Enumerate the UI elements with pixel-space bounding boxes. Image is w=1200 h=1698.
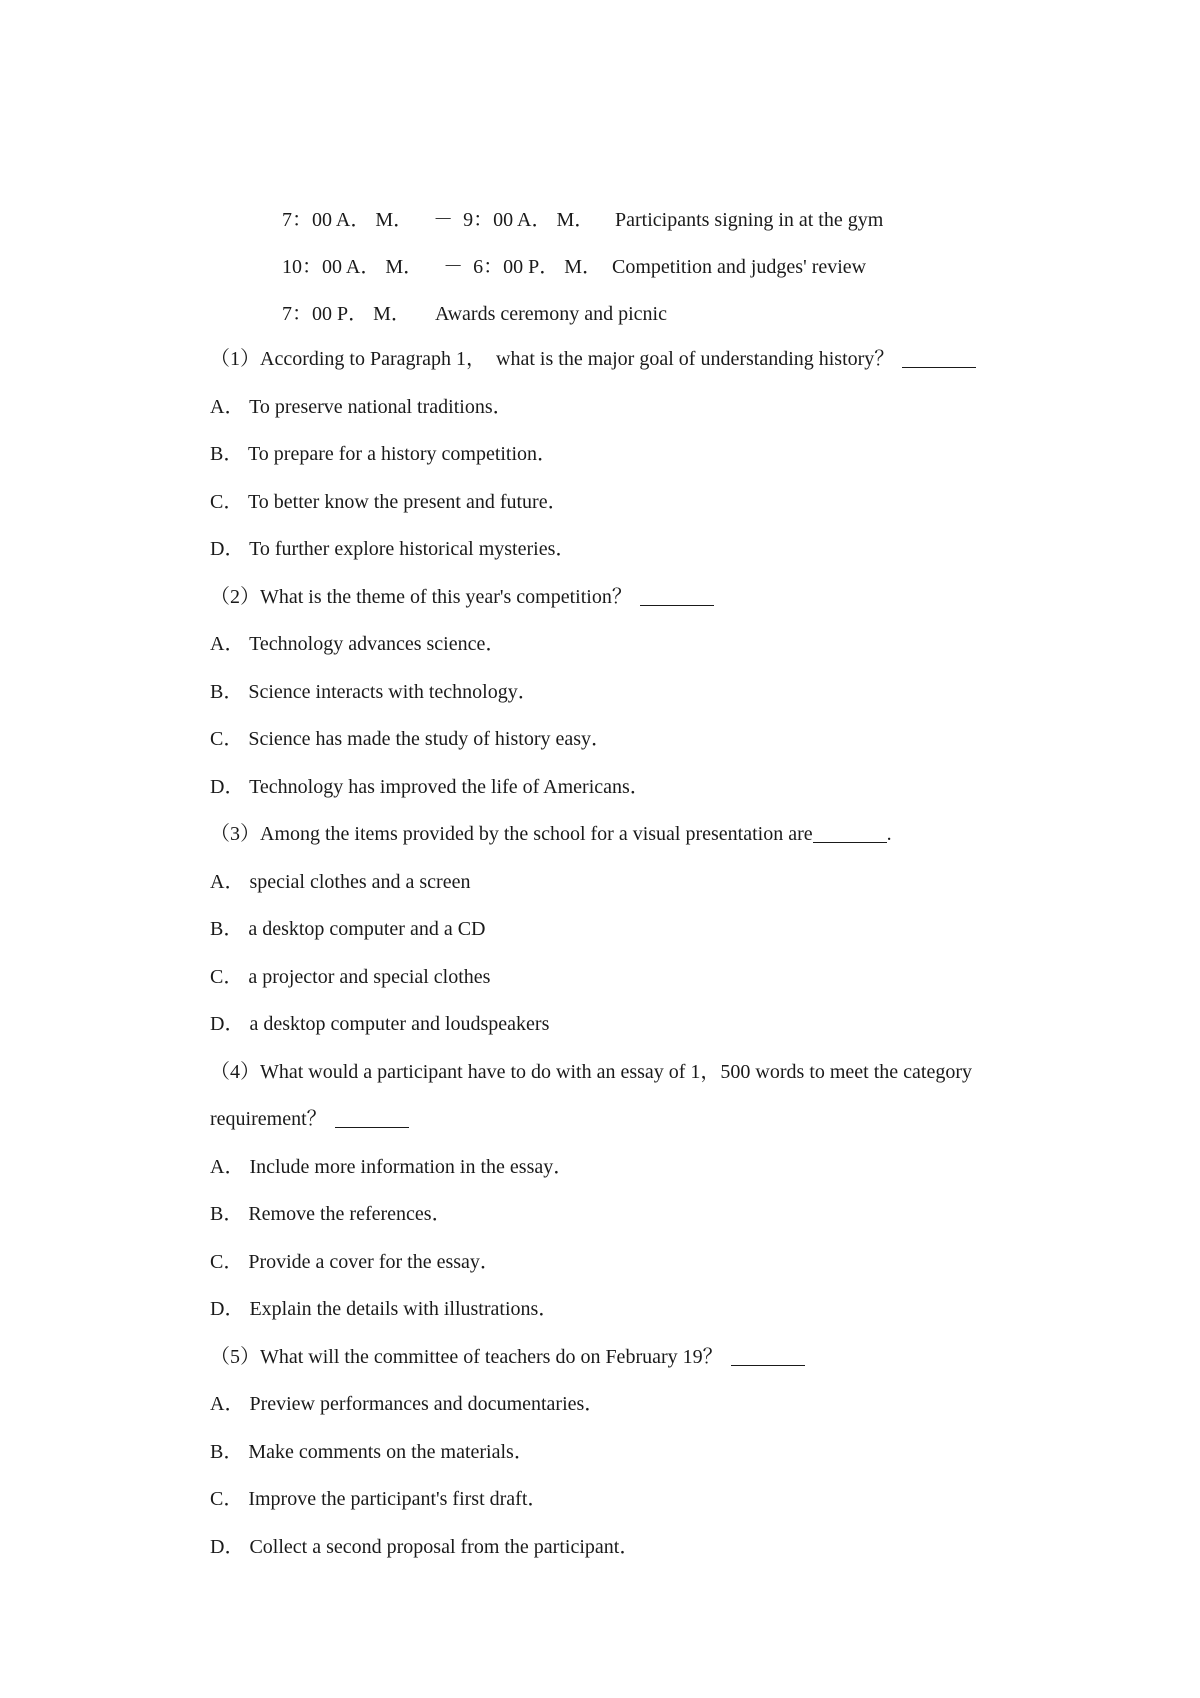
answer-blank[interactable] [731,1343,805,1366]
option-d[interactable]: D． Technology has improved the life of Americans． [210,775,650,798]
option-a[interactable]: A． Technology advances science． [210,633,506,655]
schedule-desc: Awards ceremony and picnic [435,303,667,325]
schedule-time: 7：00 A． M． － 9：00 A． M． [282,209,595,231]
question-list [210,336,1040,1571]
question-text: （4）What would a participant have to do with an essay of 1，500 words to meet the category [210,1060,973,1083]
option-d[interactable]: D． To further explore historical mysteries． [210,538,576,560]
schedule-time: 10：00 A． M． － 6：00 P． M． [282,256,603,278]
question-stem [210,1049,1040,1097]
option-d[interactable]: D． Collect a second proposal from the participant． [210,1535,640,1558]
answer-blank[interactable] [640,583,714,606]
question-text: （1）According to Paragraph 1， what is the major goal of understanding history？ [210,348,895,370]
schedule-desc: Competition and judges' review [612,256,867,278]
option-a[interactable]: A． Preview performances and documentaries． [210,1393,605,1415]
option-c[interactable]: C． Provide a cover for the essay． [210,1250,500,1273]
option-b[interactable]: B． a desktop computer and a CD [210,918,486,940]
option-a[interactable]: A． special clothes and a screen [210,870,471,893]
question-stem [210,574,1040,622]
option-a[interactable]: A． Include more information in the essay． [210,1155,574,1178]
schedule-table [252,150,884,325]
answer-blank[interactable] [813,820,887,843]
schedule-time: 7：00 P． M． [282,303,411,325]
question-suffix: . [886,823,892,845]
answer-blank[interactable] [902,345,976,368]
question-text: （2）What is the theme of this year's competition？ [210,585,632,608]
option-c[interactable]: C． To better know the present and future． [210,490,568,513]
option-b[interactable]: B． To prepare for a history competition． [210,443,558,465]
schedule-row [252,150,884,231]
question-stem [210,811,1040,859]
answer-blank[interactable] [335,1105,409,1128]
option-c[interactable]: C． a projector and special clothes [210,965,491,988]
option-b[interactable]: B． Make comments on the materials． [210,1440,534,1463]
option-c[interactable]: C． Science has made the study of history easy． [210,728,612,750]
option-c[interactable]: C． Improve the participant's first draft． [210,1488,548,1510]
option-d[interactable]: D． Explain the details with illustrations． [210,1298,559,1320]
schedule-desc: Participants signing in at the gym [615,209,884,231]
question-text: （5）What will the committee of teachers do on February 19？ [210,1345,723,1368]
option-b[interactable]: B． Remove the references． [210,1203,452,1225]
question-stem-continued [210,1096,1040,1144]
option-d[interactable]: D． a desktop computer and loudspeakers [210,1013,550,1035]
question-stem [210,1334,1040,1382]
question-text: requirement？ [210,1108,327,1130]
question-text: （3）Among the items provided by the school for a visual presentation are [210,823,813,845]
option-b[interactable]: B． Science interacts with technology． [210,680,538,703]
option-a[interactable]: A． To preserve national traditions． [210,395,513,418]
question-stem [210,336,1040,384]
